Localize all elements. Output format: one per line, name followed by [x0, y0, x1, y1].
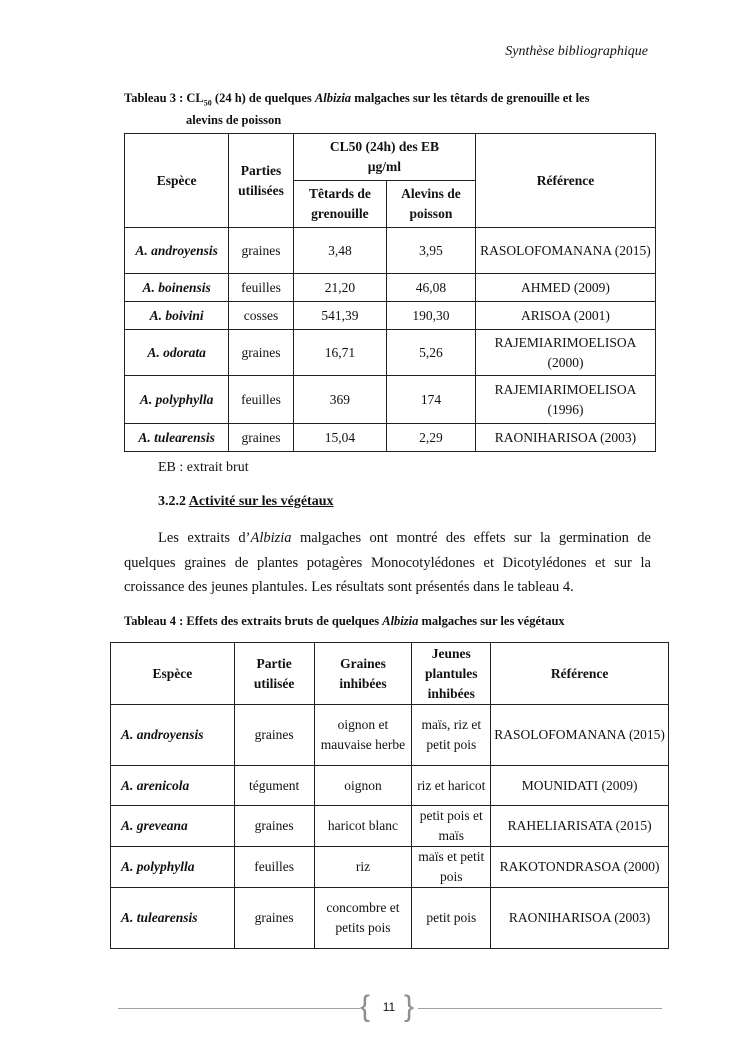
table4-cell-graines: concombre et petits pois: [314, 888, 412, 949]
footer-bracket-right-icon: }: [404, 990, 415, 1023]
table3-header-cl50: [293, 134, 475, 181]
table4-header-reference: Référence: [491, 643, 669, 705]
table3-cell-reference: RAJEMIARIMOELISOA (2000): [475, 330, 655, 376]
table4-cell-partie: graines: [234, 705, 314, 766]
table4-caption-genus: Albizia: [382, 614, 419, 628]
section-title: Activité sur les végétaux: [188, 494, 334, 509]
table4-cell-espece: A. androyensis: [111, 705, 235, 766]
table3-header-reference: Référence: [475, 134, 655, 228]
table3-caption-mid: (24 h) de quelques: [211, 91, 315, 105]
table4-cell-partie: graines: [234, 888, 314, 949]
section-number: 3.2.2: [158, 494, 189, 509]
table3-cell-parties: graines: [229, 330, 294, 376]
table-row: [111, 705, 669, 766]
table3-cell-alevins: 174: [386, 376, 475, 424]
paragraph-part1: Les extraits d’: [158, 530, 251, 546]
table4-cell-graines: oignon et mauvaise herbe: [314, 705, 412, 766]
table3-caption-genus: Albizia: [314, 91, 352, 105]
table-row: [125, 228, 656, 274]
table4-cell-jeunes: riz et haricot: [412, 766, 491, 806]
footer-rule-right: [418, 1008, 662, 1009]
table3-cell-parties: feuilles: [229, 274, 294, 302]
table3-header-espece: Espèce: [125, 134, 229, 228]
table4-cell-jeunes: petit pois: [412, 888, 491, 949]
table3-caption: [124, 90, 664, 129]
table4-cell-espece: A. greveana: [111, 806, 235, 847]
table3-cell-espece: A. tulearensis: [125, 424, 229, 452]
table3-cell-espece: A. boinensis: [125, 274, 229, 302]
table4-cell-espece: A. polyphylla: [111, 847, 235, 888]
table3-cell-alevins: 46,08: [386, 274, 475, 302]
table-row: [111, 806, 669, 847]
table3-cell-reference: RAONIHARISOA (2003): [475, 424, 655, 452]
table3-cell-reference: RASOLOFOMANANA (2015): [475, 228, 655, 274]
table4-cell-reference: RAHELIARISATA (2015): [491, 806, 669, 847]
table4-cell-jeunes: maïs et petit pois: [412, 847, 491, 888]
table4-header-partie: Partie utilisée: [234, 643, 314, 705]
footer-bracket-left-icon: {: [360, 990, 371, 1023]
table3-cell-parties: cosses: [229, 302, 294, 330]
table4-cell-graines: riz: [314, 847, 412, 888]
table4-cell-graines: haricot blanc: [314, 806, 412, 847]
table4-cell-jeunes: maïs, riz et petit pois: [412, 705, 491, 766]
table3-note: EB : extrait brut: [158, 460, 249, 475]
footer-rule-left: [118, 1008, 360, 1009]
table3-cell-alevins: 3,95: [386, 228, 475, 274]
table-row: [125, 424, 656, 452]
table3-cell-reference: RAJEMIARIMOELISOA (1996): [475, 376, 655, 424]
table3-header-cl50-line2: µg/ml: [367, 159, 402, 174]
table-row: [125, 376, 656, 424]
table3-cell-alevins: 2,29: [386, 424, 475, 452]
table-row: [111, 888, 669, 949]
running-header: Synthèse bibliographique: [505, 44, 648, 59]
table-row: [111, 766, 669, 806]
table3-cell-alevins: 190,30: [386, 302, 475, 330]
table3-header-parties: Parties utilisées: [229, 134, 294, 228]
table-row: [125, 274, 656, 302]
section-heading: [158, 494, 334, 510]
table4-cell-reference: RAKOTONDRASOA (2000): [491, 847, 669, 888]
table3-header-row: [125, 134, 656, 181]
table4-cell-jeunes: petit pois et maïs: [412, 806, 491, 847]
table3-caption-lead: Tableau 3 : CL: [124, 91, 204, 105]
table3-cell-tetards: 21,20: [293, 274, 386, 302]
table4-cell-espece: A. arenicola: [111, 766, 235, 806]
table4-header-espece: Espèce: [111, 643, 235, 705]
table3-header-tetards: Têtards de grenouille: [293, 181, 386, 228]
table3-cell-espece: A. boivini: [125, 302, 229, 330]
table3-cell-tetards: 369: [293, 376, 386, 424]
table3-caption-tail: malgaches sur les têtards de grenouille et les: [351, 91, 590, 105]
table3-caption-line2: alevins de poisson: [186, 112, 282, 127]
table3-cell-espece: A. odorata: [125, 330, 229, 376]
table4-header-jeunes: Jeunes plantules inhibées: [412, 643, 491, 705]
table4-header-graines: Graines inhibées: [314, 643, 412, 705]
table4-cell-partie: tégument: [234, 766, 314, 806]
table4: [110, 642, 669, 949]
table3-cell-espece: A. androyensis: [125, 228, 229, 274]
table4-cell-espece: A. tulearensis: [111, 888, 235, 949]
table-row: [125, 330, 656, 376]
table4-caption: [124, 613, 684, 630]
table3-cell-parties: graines: [229, 228, 294, 274]
paragraph-part2: malgaches ont montré des effets sur la germination de quelques graines de plantes potagères Monocotylédones et Dicotylédones et sur la croissance des jeunes plantules. Les résultats sont présentés dans le tableau 4.: [124, 530, 651, 595]
table4-cell-reference: MOUNIDATI (2009): [491, 766, 669, 806]
table-row: [111, 847, 669, 888]
table4-caption-tail: malgaches sur les végétaux: [418, 614, 565, 628]
table3-caption-sub: 50: [203, 98, 212, 108]
table-row: [125, 302, 656, 330]
body-paragraph: [124, 526, 651, 600]
table3-cell-parties: graines: [229, 424, 294, 452]
table3-cell-alevins: 5,26: [386, 330, 475, 376]
table3-cell-tetards: 541,39: [293, 302, 386, 330]
table3-cell-tetards: 16,71: [293, 330, 386, 376]
page-number: 11: [382, 1000, 396, 1014]
table3-cell-espece: A. polyphylla: [125, 376, 229, 424]
table3-header-cl50-line1: CL50 (24h) des EB: [329, 139, 439, 154]
table3: [124, 133, 656, 452]
table4-cell-partie: feuilles: [234, 847, 314, 888]
table3-cell-parties: feuilles: [229, 376, 294, 424]
table3-cell-tetards: 3,48: [293, 228, 386, 274]
table4-cell-graines: oignon: [314, 766, 412, 806]
table4-cell-partie: graines: [234, 806, 314, 847]
table3-cell-reference: ARISOA (2001): [475, 302, 655, 330]
table3-cell-reference: AHMED (2009): [475, 274, 655, 302]
table4-cell-reference: RAONIHARISOA (2003): [491, 888, 669, 949]
table3-header-alevins: Alevins de poisson: [386, 181, 475, 228]
table4-cell-reference: RASOLOFOMANANA (2015): [491, 705, 669, 766]
paragraph-genus: Albizia: [250, 530, 292, 546]
table3-cell-tetards: 15,04: [293, 424, 386, 452]
table4-caption-lead: Tableau 4 : Effets des extraits bruts de quelques: [124, 614, 383, 628]
table4-header-row: [111, 643, 669, 705]
